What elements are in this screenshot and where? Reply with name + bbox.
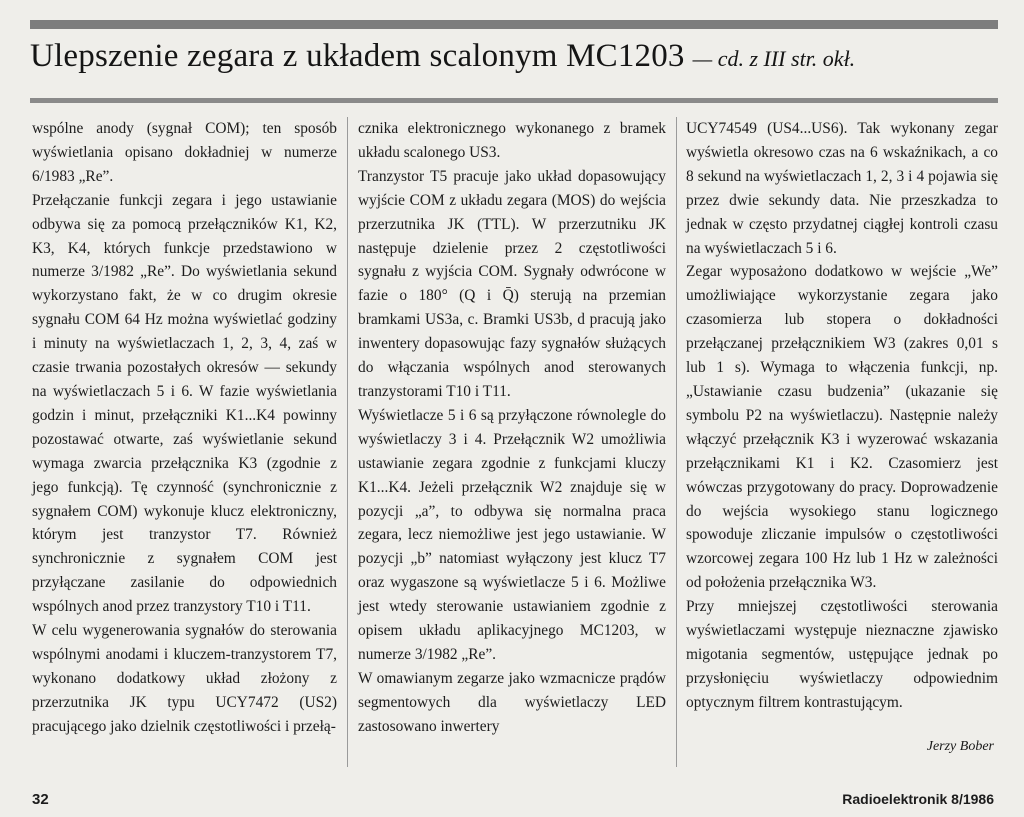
column-divider: [676, 117, 677, 767]
paragraph: W celu wygenerowania sygnałów do sterowania wspólnymi anodami i kluczem-tranzystorem T7, wykonano dodatkowy układ złożony z przerzutnika JK typu UCY7472 (US2) pracującego jako dzielnik częstotliwości i przełą-: [32, 622, 337, 735]
continuation-note: — cd. z III str. okł.: [692, 46, 856, 71]
magazine-issue: Radioelektronik 8/1986: [842, 791, 994, 807]
column-divider: [347, 117, 348, 767]
paragraph: UCY74549 (US4...US6). Tak wykonany zegar wyświetla okresowo czas na 6 wskaźnikach, a co 8 sekund na wyświetlaczach 1, 2, 3 i 4 pojawia się przez dwie sekundy data. Nie przeszkadza to jednak w często przydatnej ciągłej kontroli czasu na wyświetlaczach 5 i 6.: [686, 120, 998, 257]
paragraph: Wyświetlacze 5 i 6 są przyłączone równolegle do wyświetlaczy 3 i 4. Przełącznik W2 umożliwia ustawianie zegara zgodnie z funkcjami kluczy K1...K4. Jeżeli przełącznik W2 znajduje się w pozycji „a”, to odbywa się normalna praca zegara, lecz niemożliwe jest jego ustawianie. W pozycji „b” natomiast wyłączony jest klucz T7 oraz wygaszone są wyświetlacze 5 i 6. Możliwe jest wtedy sterowanie ustawianiem zgodnie z opisem układu aplikacyjnego MC1203, w numerze 3/1982 „Re”.: [358, 406, 666, 663]
paragraph: Przełączanie funkcji zegara i jego ustawianie odbywa się za pomocą przełączników K1, K2, K3, K4, których funkcje przedstawiono w numerze 3/1982 „Re”. Do wyświetlania sekund wykorzystano fakt, że w co drugim okresie sygnału COM 64 Hz można wyświetlać godziny i minuty na wyświetlaczach 1, 2, 3, 4, zaś w czasie trwania pozostałych okresów — sekundy na wyświetlaczach 5 i 6. W fazie wyświetlania godzin i minut, przełączniki K1...K4 powinny pozostawać otwarte, zaś wyświetlanie sekund wymaga zwarcia przełącznika K3 (zgodnie z jego funkcją). Tę czynność (synchronicznie z sygnałem COM) wykonuje klucz elektroniczny, którym jest tranzystor T7. Również synchronicznie z sygnałem COM jest przyłączane zasilanie do odpowiednich wspólnych anod przez tranzystory T10 i T11.: [32, 191, 337, 616]
paragraph: W omawianym zegarze jako wzmacnicze prądów segmentowych dla wyświetlaczy LED zastosowano inwertery: [358, 669, 666, 735]
author-signature: Jerzy Bober: [926, 739, 994, 754]
top-rule: [30, 20, 998, 29]
article-title: Ulepszenie zegara z układem scalonym MC1203: [30, 38, 685, 74]
text-column-2: [358, 117, 666, 739]
paragraph: cznika elektronicznego wykonanego z bramek układu scalonego US3.: [358, 120, 666, 161]
article-header: [30, 38, 998, 75]
paragraph: wspólne anody (sygnał COM); ten sposób wyświetlania opisano dokładniej w numerze 6/1983 „Re”.: [32, 120, 337, 185]
page-number: 32: [32, 791, 49, 808]
text-column-1: [32, 117, 337, 739]
paragraph: Zegar wyposażono dodatkowo w wejście „We” umożliwiające wykorzystanie zegara jako czasomierza lub stopera o dokładności przełączanej przełącznikiem W3 (zakres 0,01 s lub 1 s). Wymaga to włączenia funkcji, np. „Ustawianie czasu budzenia” (ukazanie się symbolu P2 na wyświetlaczu). Następnie należy włączyć przełącznik K3 i wyzerować wskazania przełącznikami K1 i K2. Czasomierz jest wówczas przygotowany do pracy. Doprowadzenie do wejścia wysokiego stanu logicznego spowoduje zliczanie impulsów o częstotliwości wzorcowej zegara 100 Hz lub 1 Hz w zależności od położenia przełącznika W3.: [686, 263, 998, 592]
header-rule: [30, 98, 998, 103]
paragraph: Przy mniejszej częstotliwości sterowania wyświetlaczami występuje nieznaczne zjawisko migotania segmentów, ustępujące jednak po przysłonięciu wyświetlaczy odpowiednim optycznym filtrem kontrastującym.: [686, 598, 998, 711]
text-column-3: [686, 117, 998, 715]
paragraph: Tranzystor T5 pracuje jako układ dopasowujący wyjście COM z układu zegara (MOS) do wejścia przerzutnika JK (TTL). W przerzutniku JK następuje dzielenie przez 2 częstotliwości sygnału z wyjścia COM. Sygnały odwrócone w fazie o 180° (Q i Q̄) sterują na przemian bramkami US3a, c. Bramki US3b, d pracują jako inwentery dopasowując fazy sygnałów służących do włączania wspólnych anod sterowanych tranzystorami T10 i T11.: [358, 167, 666, 400]
